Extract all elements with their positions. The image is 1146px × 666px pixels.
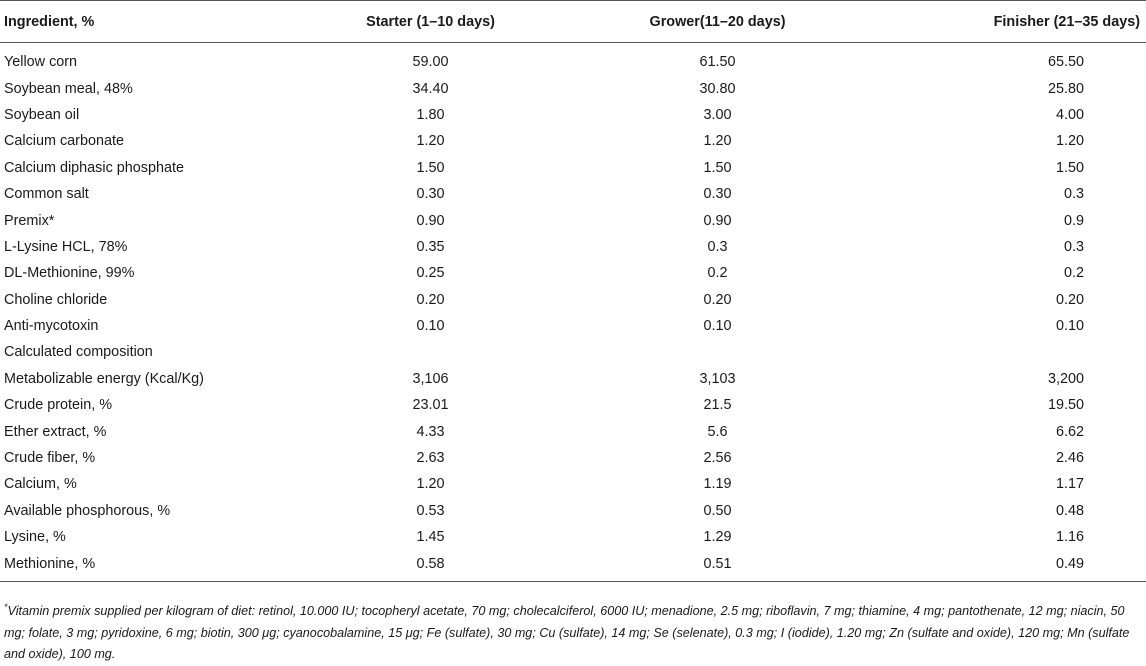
grower-value: 1.19 xyxy=(703,476,732,493)
header-finisher: Finisher (21–35 days) xyxy=(861,1,1146,43)
starter-value: 1.50 xyxy=(416,159,445,176)
starter-value: 1.80 xyxy=(416,106,445,123)
row-label: Lysine, % xyxy=(4,529,66,546)
row-label: Available phosphorous, % xyxy=(4,502,171,519)
grower-value: 3,103 xyxy=(699,370,736,387)
finisher-value: 0.20 xyxy=(1055,291,1084,308)
starter-value: 0.53 xyxy=(416,502,445,519)
grower-value: 1.29 xyxy=(703,529,732,546)
starter-value: 0.58 xyxy=(287,550,574,581)
row-label: Yellow corn xyxy=(4,54,78,71)
table-row xyxy=(0,128,1146,154)
starter-value: 1.20 xyxy=(416,133,445,150)
table-row xyxy=(0,43,1146,76)
finisher-value: 0.3 xyxy=(1063,186,1084,203)
table-row xyxy=(0,550,1146,581)
grower-value: 0.3 xyxy=(707,238,728,255)
header-row xyxy=(0,1,1146,43)
starter-value xyxy=(287,339,574,365)
grower-value: 3.00 xyxy=(703,106,732,123)
starter-value: 1.45 xyxy=(416,529,445,546)
table-row xyxy=(0,445,1146,471)
row-label: Soybean meal, 48% xyxy=(4,80,133,97)
table-row xyxy=(0,181,1146,207)
row-label: Common salt xyxy=(4,186,89,203)
finisher-value: 0.3 xyxy=(1063,238,1084,255)
grower-value: 61.50 xyxy=(699,54,736,71)
grower-value xyxy=(574,339,861,365)
table-row xyxy=(0,392,1146,418)
starter-value: 1.20 xyxy=(416,476,445,493)
row-label: Calcium, % xyxy=(4,476,77,493)
table-row xyxy=(0,471,1146,497)
table-row xyxy=(0,313,1146,339)
starter-value: 2.63 xyxy=(416,450,445,467)
row-label: Crude fiber, % xyxy=(4,450,96,467)
starter-value: 4.33 xyxy=(416,423,445,440)
grower-value: 30.80 xyxy=(699,80,736,97)
grower-value: 0.51 xyxy=(574,550,861,581)
grower-value: 2.56 xyxy=(703,450,732,467)
row-label: Premix* xyxy=(4,212,55,229)
grower-value: 1.50 xyxy=(703,159,732,176)
starter-value: 23.01 xyxy=(412,397,449,414)
finisher-value: 1.16 xyxy=(1055,529,1084,546)
row-label: Soybean oil xyxy=(4,106,80,123)
starter-value: 3,106 xyxy=(412,370,449,387)
row-label: Crude protein, % xyxy=(4,397,112,414)
table-row xyxy=(0,102,1146,128)
table-header xyxy=(0,1,1146,43)
grower-value: 5.6 xyxy=(707,423,728,440)
row-label: Anti-mycotoxin xyxy=(4,318,99,335)
header-grower: Grower(11–20 days) xyxy=(574,1,861,43)
table-row xyxy=(0,207,1146,233)
starter-value: 0.20 xyxy=(416,291,445,308)
table-row xyxy=(0,75,1146,101)
table-row xyxy=(0,260,1146,286)
footnote xyxy=(4,597,1142,666)
row-label: Calcium diphasic phosphate xyxy=(4,159,184,176)
finisher-value: 4.00 xyxy=(1055,106,1084,123)
table-body xyxy=(0,43,1146,582)
finisher-value: 0.49 xyxy=(861,550,1146,581)
finisher-value: 1.50 xyxy=(1055,159,1084,176)
header-starter: Starter (1–10 days) xyxy=(287,1,574,43)
grower-value: 0.20 xyxy=(703,291,732,308)
finisher-value: 3,200 xyxy=(1047,370,1084,387)
starter-value: 34.40 xyxy=(412,80,449,97)
table-row xyxy=(0,498,1146,524)
starter-value: 0.10 xyxy=(416,318,445,335)
finisher-value xyxy=(861,339,1146,365)
finisher-value: 0.9 xyxy=(1063,212,1084,229)
row-label: L-Lysine HCL, 78% xyxy=(4,238,128,255)
table-row xyxy=(0,366,1146,392)
grower-value: 1.20 xyxy=(703,133,732,150)
grower-value: 0.30 xyxy=(703,186,732,203)
grower-value: 21.5 xyxy=(703,397,732,414)
finisher-value: 25.80 xyxy=(1047,80,1084,97)
finisher-value: 6.62 xyxy=(1055,423,1084,440)
row-label: Calcium carbonate xyxy=(4,133,124,150)
grower-value: 0.2 xyxy=(707,265,728,282)
table-row xyxy=(0,524,1146,550)
table-row xyxy=(0,339,1146,365)
grower-value: 0.90 xyxy=(703,212,732,229)
finisher-value: 19.50 xyxy=(1047,397,1084,414)
starter-value: 0.35 xyxy=(416,238,445,255)
starter-value: 0.90 xyxy=(416,212,445,229)
table-row xyxy=(0,418,1146,444)
footnote-text: Vitamin premix supplied per kilogram of diet: retinol, 10.000 IU; tocopheryl acetate, 70 mg; cholecalciferol, 6000 IU; menadione, 2.5 mg; riboflavin, 7 mg; thiamine, 4 mg; pantothenate, 12 mg; niacin, 50 mg; folate, 3 mg; pyridoxine, 6 mg; biotin, 300 μg; cyanocobalamine, 15 μg; Fe (sulfate), 30 mg; Cu (sulfate), 14 mg; Se (selenate), 0.3 mg; I (iodide), 1.20 mg; Zn (sulfate and oxide), 120 mg; Mn (sulfate and oxide), 100 mg. xyxy=(4,604,1130,662)
table-row xyxy=(0,234,1146,260)
grower-value: 0.50 xyxy=(703,502,732,519)
finisher-value: 65.50 xyxy=(1047,54,1084,71)
finisher-value: 0.10 xyxy=(1055,318,1084,335)
row-label: Ether extract, % xyxy=(4,423,107,440)
starter-value: 0.25 xyxy=(416,265,445,282)
table-row xyxy=(0,287,1146,313)
row-label: Metabolizable energy (Kcal/Kg) xyxy=(4,370,204,387)
row-label: Choline chloride xyxy=(4,291,108,308)
grower-value: 0.10 xyxy=(703,318,732,335)
finisher-value: 2.46 xyxy=(1055,450,1084,467)
row-label: DL-Methionine, 99% xyxy=(4,265,135,282)
finisher-value: 1.17 xyxy=(1055,476,1084,493)
table-row xyxy=(0,155,1146,181)
finisher-value: 0.2 xyxy=(1063,265,1084,282)
starter-value: 0.30 xyxy=(416,186,445,203)
finisher-value: 1.20 xyxy=(1055,133,1084,150)
footnote-marker: * xyxy=(4,602,8,612)
finisher-value: 0.48 xyxy=(1055,502,1084,519)
starter-value: 59.00 xyxy=(412,54,449,71)
header-ingredient: Ingredient, % xyxy=(0,1,287,43)
row-label: Methionine, % xyxy=(0,550,287,581)
row-label: Calculated composition xyxy=(4,344,153,361)
